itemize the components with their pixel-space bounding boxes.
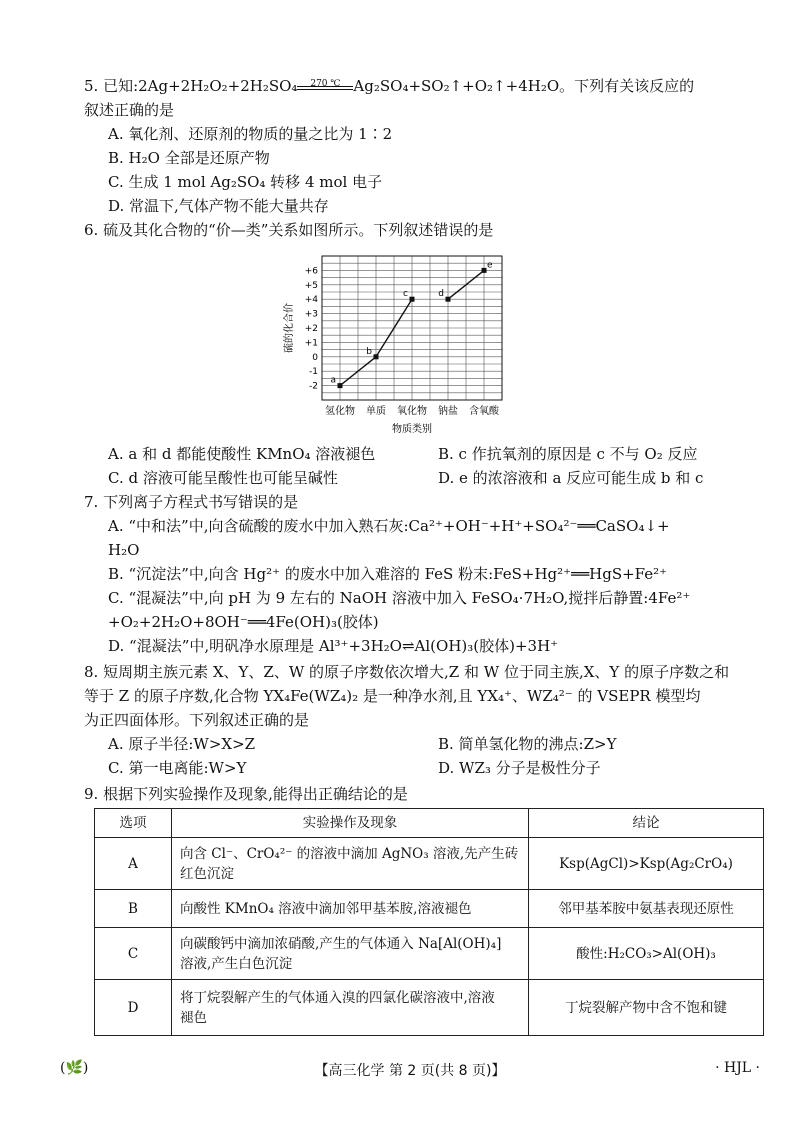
point-label: d [438, 289, 444, 300]
data-point [374, 354, 379, 359]
q6-option-b: B. c 作抗氧剂的原因是 c 不与 O₂ 反应 [438, 445, 698, 463]
q7-option-b: B. “沉淀法”中,向含 Hg²⁺ 的废水中加入难溶的 FeS 粉末:FeS+Hg²⁺══HgS+Fe²⁺ [108, 565, 668, 583]
header-option: 选项 [95, 809, 172, 838]
q5-stem-line2: 叙述正确的是 [84, 101, 175, 119]
y-tick-label: -1 [309, 367, 318, 378]
row-operation: 向酸性 KMnO₄ 溶液中滴加邻甲基苯胺,溶液褪色 [172, 890, 529, 928]
point-label: e [487, 260, 493, 271]
q5-option-d: D. 常温下,气体产物不能大量共存 [108, 197, 329, 215]
q8-option-c: C. 第一电离能:W>Y [108, 759, 247, 777]
x-axis-label: 物质类别 [392, 424, 432, 435]
question-7 [84, 490, 760, 658]
q9-stem: 9. 根据下列实验操作及现象,能得出正确结论的是 [84, 785, 408, 803]
q7-option-a: A. “中和法”中,向含硫酸的废水中加入熟石灰:Ca²⁺+OH⁻+H⁺+SO₄²⁻══CaSO₄↓+ [108, 517, 670, 535]
q8-stem-line2: 等于 Z 的原子序数,化合物 YX₄Fe(WZ₄)₂ 是一种净水剂,且 YX₄⁺、WZ₄²⁻ 的 VSEPR 模型均 [84, 687, 701, 705]
data-point [482, 268, 487, 273]
row-conclusion: Ksp(AgCl)>Ksp(Ag₂CrO₄) [529, 838, 764, 890]
row-operation: 将丁烷裂解产生的气体通入溴的四氯化碳溶液中,溶液 褪色 [172, 980, 529, 1036]
q7-option-a-cont: H₂O [108, 541, 140, 559]
point-label: c [403, 289, 408, 300]
row-operation: 向碳酸钙中滴加浓硝酸,产生的气体通入 Na[Al(OH)₄] 溶液,产生白色沉淀 [172, 928, 529, 980]
question-8 [84, 660, 760, 780]
q6-option-d: D. e 的浓溶液和 a 反应可能生成 b 和 c [438, 469, 704, 487]
q7-option-c-cont: +O₂+2H₂O+8OH⁻══4Fe(OH)₃(胶体) [108, 613, 379, 631]
x-tick-label: 单质 [366, 406, 386, 417]
row-option: D [95, 980, 172, 1036]
row-option: A [95, 838, 172, 890]
q6-stem: 6. 硫及其化合物的“价—类”关系如图所示。下列叙述错误的是 [84, 221, 494, 239]
question-5 [84, 74, 760, 218]
reaction-condition: 270 ℃ [310, 79, 341, 89]
q5-option-a: A. 氧化剂、还原剂的物质的量之比为 1∶2 [108, 125, 393, 143]
table-row [95, 928, 764, 980]
q8-option-a: A. 原子半径:W>X>Z [108, 735, 256, 753]
table-row [95, 838, 764, 890]
footer-page-info: 【高三化学 第 2 页(共 8 页)】 [314, 1063, 506, 1079]
y-tick-label: -2 [309, 381, 318, 392]
footer-code: · HJL · [715, 1060, 760, 1076]
header-operation: 实验操作及现象 [172, 809, 529, 838]
valence-class-chart [280, 248, 540, 440]
y-tick-label: +6 [304, 266, 318, 277]
q7-stem: 7. 下列离子方程式书写错误的是 [84, 493, 299, 511]
q7-option-c: C. “混凝法”中,向 pH 为 9 左右的 NaOH 溶液中加入 FeSO₄·7H₂O,搅拌后静置:4Fe²⁺ [108, 589, 691, 607]
row-conclusion: 邻甲基苯胺中氨基表现还原性 [529, 890, 764, 928]
y-tick-label: +2 [304, 324, 318, 334]
row-conclusion: 酸性:H₂CO₃>Al(OH)₃ [529, 928, 764, 980]
table-header-row [95, 809, 764, 838]
q5-option-b: B. H₂O 全部是还原产物 [108, 149, 270, 167]
header-conclusion: 结论 [529, 809, 764, 838]
q5-stem [84, 74, 760, 98]
row-option: C [95, 928, 172, 980]
y-tick-label: +3 [304, 309, 318, 320]
row-option: B [95, 890, 172, 928]
q6-options [84, 442, 760, 490]
point-label: b [366, 346, 372, 357]
q8-option-d: D. WZ₃ 分子是极性分子 [438, 759, 601, 777]
point-label: a [330, 375, 336, 386]
x-tick-label: 氢化物 [325, 406, 355, 417]
y-axis-label: 硫的化合价 [284, 303, 295, 353]
data-point [446, 297, 451, 302]
data-point [338, 383, 343, 388]
row-operation: 向含 Cl⁻、CrO₄²⁻ 的溶液中滴加 AgNO₃ 溶液,先产生砖 红色沉淀 [172, 838, 529, 890]
question-6 [84, 218, 760, 242]
x-tick-label: 氧化物 [397, 406, 427, 417]
q5-stem-pre: 5. 已知:2Ag+2H₂O₂+2H₂SO₄ [84, 77, 298, 95]
y-tick-label: +4 [304, 295, 318, 306]
q5-stem-post: Ag₂SO₄+SO₂↑+O₂↑+4H₂O。下列有关该反应的 [353, 77, 695, 95]
q7-option-d: D. “混凝法”中,明矾净水原理是 Al³⁺+3H₂O⇌Al(OH)₃(胶体)+3H⁺ [108, 637, 559, 655]
page-footer [60, 1060, 760, 1084]
q8-stem-line1: 8. 短周期主族元素 X、Y、Z、W 的原子序数依次增大,Z 和 W 位于同主族,X、Y 的原子序数之和 [84, 663, 730, 681]
y-tick-label: +5 [304, 280, 318, 291]
x-tick-label: 含氧酸 [469, 406, 499, 417]
q6-option-c: C. d 溶液可能呈酸性也可能呈碱性 [108, 469, 338, 487]
table-row [95, 980, 764, 1036]
footer-logo: (🌿) [60, 1060, 89, 1076]
row-conclusion: 丁烷裂解产物中含不饱和键 [529, 980, 764, 1036]
question-9 [84, 782, 760, 806]
q8-option-b: B. 简单氢化物的沸点:Z>Y [438, 735, 617, 753]
y-tick-label: +1 [304, 338, 318, 349]
x-tick-label: 钠盐 [438, 406, 458, 417]
data-point [410, 297, 415, 302]
q8-stem-line3: 为正四面体形。下列叙述正确的是 [84, 711, 310, 729]
q5-option-c: C. 生成 1 mol Ag₂SO₄ 转移 4 mol 电子 [108, 173, 383, 191]
y-tick-label: 0 [312, 352, 318, 363]
table-row [95, 890, 764, 928]
q6-option-a: A. a 和 d 都能使酸性 KMnO₄ 溶液褪色 [108, 445, 376, 463]
experiment-table [94, 808, 764, 1036]
reaction-arrow [297, 79, 353, 90]
